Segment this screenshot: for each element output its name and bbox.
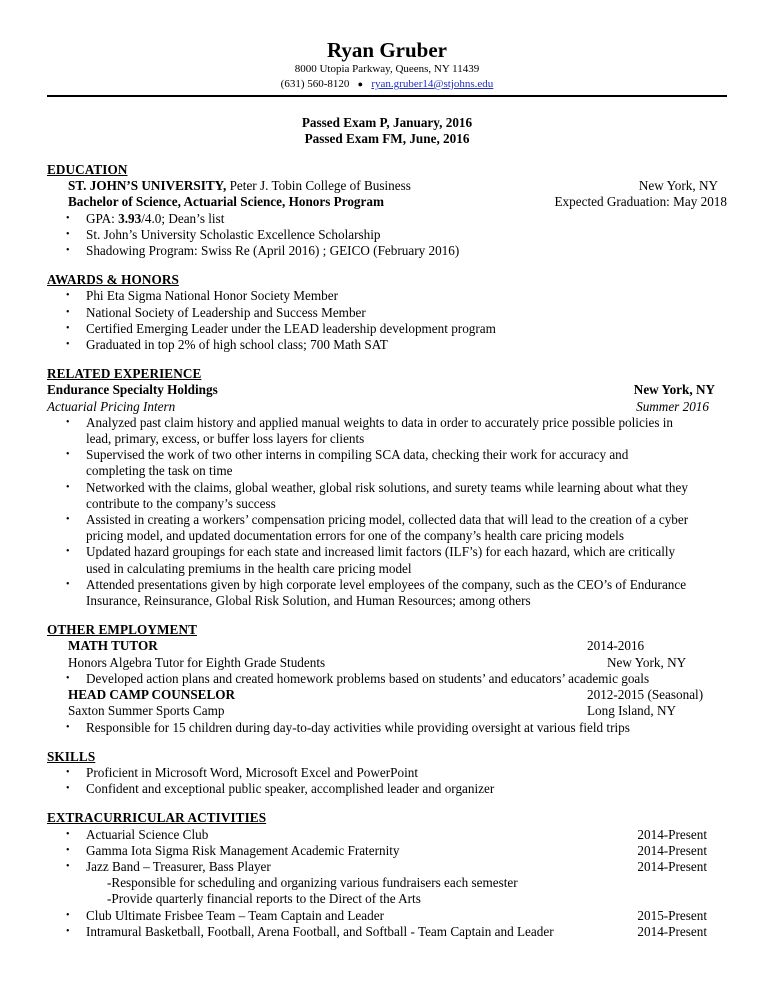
role-dates: Summer 2016: [636, 398, 709, 414]
job-list: [47, 671, 727, 687]
exam-fm: Passed Exam FM, June, 2016: [304, 131, 470, 146]
school-name: ST. JOHN’S UNIVERSITY,: [68, 178, 227, 194]
activities-list: [47, 827, 727, 876]
contact-line: [47, 77, 727, 92]
job-org-row: [47, 703, 727, 719]
awards-list: [47, 288, 727, 353]
education-list: [47, 211, 727, 260]
other-employment-heading: OTHER EMPLOYMENT: [47, 622, 197, 638]
bullet-icon: •: [66, 766, 70, 778]
list-item: • St. John’s University Scholastic Excellence Scholarship: [66, 226, 381, 242]
jazz-detail: -Provide quarterly financial reports to the Direct of the Arts: [107, 891, 421, 907]
bullet-icon: •: [66, 514, 70, 526]
job-title: HEAD CAMP COUNSELOR: [68, 687, 236, 703]
header-divider: [47, 95, 727, 97]
list-item: • Certified Emerging Leader under the LEAD leadership development program: [66, 320, 496, 336]
bullet-icon: •: [66, 322, 70, 334]
bullet-icon: •: [66, 212, 70, 224]
degree-row: [47, 194, 727, 210]
list-item: • Developed action plans and created homework problems based on students’ and educators’ academic goals: [66, 670, 650, 686]
list-item: • Responsible for 15 children during day-to-day activities while providing oversight at various field trips: [66, 719, 630, 735]
bullet-icon: •: [66, 245, 70, 257]
bullet-icon: •: [66, 672, 70, 684]
skills-list: [47, 765, 727, 797]
role-title: Actuarial Pricing Intern: [47, 398, 176, 414]
job-title-row: [47, 687, 727, 703]
school-row: [47, 178, 727, 194]
job-list: [47, 720, 727, 736]
job-title-row: [47, 638, 727, 654]
related-experience-heading: RELATED EXPERIENCE: [47, 366, 202, 382]
bullet-icon: •: [66, 721, 70, 733]
job-dates: 2014-2016: [587, 638, 645, 654]
list-item: • Actuarial Science Club 2014-Present: [66, 826, 707, 842]
degree: Bachelor of Science, Actuarial Science, Honors Program: [68, 194, 384, 210]
bullet-icon: •: [66, 860, 70, 872]
bullet-icon: •: [66, 306, 70, 318]
phone-number: (631) 560-8120: [280, 78, 350, 90]
job-org: Saxton Summer Sports Camp: [68, 703, 225, 719]
separator-dot: ●: [357, 79, 364, 89]
list-item: • Club Ultimate Frisbee Team – Team Captain and Leader 2015-Present: [66, 907, 707, 923]
activities-list-2: [47, 908, 727, 940]
list-item: • Phi Eta Sigma National Honor Society Member: [66, 288, 338, 304]
list-item: • Analyzed past claim history and applied manual weights to data in order to accurately price possible policies in lead, primary, excess, or buffer loss layers for clients: [66, 414, 674, 447]
job-location: Long Island, NY: [587, 703, 677, 719]
role-row: [47, 399, 727, 415]
jazz-detail: -Responsible for scheduling and organizing various fundraisers each semester: [107, 875, 518, 891]
related-list: [47, 415, 727, 609]
address-line: 8000 Utopia Parkway, Queens, NY 11439: [294, 63, 480, 75]
job-location: New York, NY: [607, 654, 687, 670]
bullet-icon: •: [66, 339, 70, 351]
activities-heading: EXTRACURRICULAR ACTIVITIES: [47, 810, 267, 826]
school-info: [68, 178, 411, 194]
college-name: Peter J. Tobin College of Business: [226, 178, 411, 194]
list-item: • Confident and exceptional public speaker, accomplished leader and organizer: [66, 781, 495, 797]
graduation-date: Expected Graduation: May 2018: [554, 194, 727, 210]
bullet-icon: •: [66, 844, 70, 856]
job-org-row: [47, 655, 727, 671]
bullet-icon: •: [66, 228, 70, 240]
bullet-icon: •: [66, 416, 70, 428]
bullet-icon: •: [66, 546, 70, 558]
candidate-name: Ryan Gruber: [326, 38, 447, 62]
company-name: Endurance Specialty Holdings: [47, 382, 218, 398]
exams-block: [47, 115, 727, 147]
list-item: • National Society of Leadership and Success Member: [66, 304, 366, 320]
list-item: • Networked with the claims, global weather, global risk solutions, and surety teams while learning about what they contribute to the company’s success: [66, 479, 688, 511]
bullet-icon: •: [66, 481, 70, 493]
list-item: • Graduated in top 2% of high school class; 700 Math SAT: [66, 337, 388, 353]
list-item: • Proficient in Microsoft Word, Microsoft Excel and PowerPoint: [66, 764, 418, 780]
bullet-icon: •: [66, 909, 70, 921]
bullet-icon: •: [66, 828, 70, 840]
bullet-icon: •: [66, 290, 70, 302]
email-link[interactable]: ryan.gruber14@stjohns.edu: [371, 78, 494, 90]
bullet-icon: •: [66, 783, 70, 795]
exam-p: Passed Exam P, January, 2016: [301, 115, 473, 130]
company-row: [47, 382, 727, 398]
skills-heading: SKILLS: [47, 748, 96, 764]
bullet-icon: •: [66, 449, 70, 461]
gpa-value: 3.93: [118, 210, 142, 226]
school-location: New York, NY: [638, 178, 718, 194]
list-item: • Updated hazard groupings for each state and increased limit factors (ILF’s) for each hazard, which are critically used in calculating premiums in the health care pricing model: [66, 544, 676, 576]
company-location: New York, NY: [633, 382, 715, 398]
list-item: • GPA: 3.93/4.0; Dean’s list: [66, 210, 225, 226]
job-org: Honors Algebra Tutor for Eighth Grade Students: [68, 654, 326, 670]
list-item: • Shadowing Program: Swiss Re (April 2016) ; GEICO (February 2016): [66, 243, 460, 259]
list-item: • Attended presentations given by high corporate level employees of the company, such as the CEO’s of Endurance Insurance, Reinsurance, Global Risk Solution, and Human Resources; among others: [66, 576, 687, 609]
job-title: MATH TUTOR: [68, 638, 158, 654]
list-item: • Gamma Iota Sigma Risk Management Academic Fraternity 2014-Present: [66, 842, 707, 858]
resume-page: [47, 38, 727, 940]
bullet-icon: •: [66, 925, 70, 937]
list-item: • Intramural Basketball, Football, Arena Football, and Softball - Team Captain and Leader 2014-Present: [66, 923, 707, 939]
bullet-icon: •: [66, 578, 70, 590]
list-item: • Jazz Band – Treasurer, Bass Player 2014-Present: [66, 858, 707, 874]
education-heading: EDUCATION: [47, 162, 128, 177]
job-dates: 2012-2015 (Seasonal): [587, 687, 704, 703]
list-item: • Supervised the work of two other interns in compiling SCA data, checking their work for accuracy and completing the task on time: [66, 447, 629, 479]
awards-heading: AWARDS & HONORS: [47, 272, 179, 288]
list-item: • Assisted in creating a workers’ compensation pricing model, collected data that will lead to the creation of a cyber pricing model, and updated documentation errors for one of the company’s health care pricing models: [66, 512, 689, 544]
